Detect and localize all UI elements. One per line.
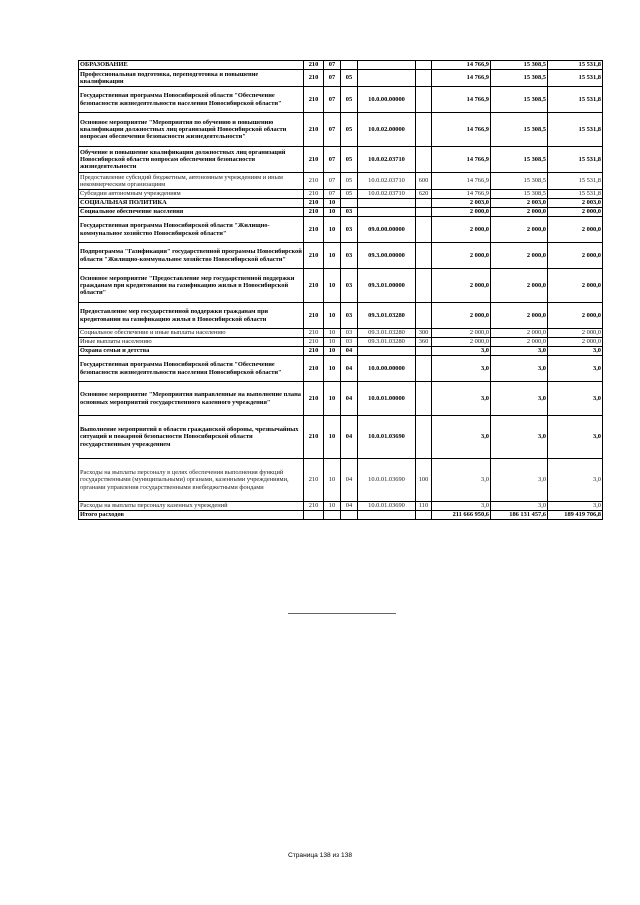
row-subsection-code [341, 511, 358, 520]
row-target-article: 10.0.01.03690 [358, 502, 416, 511]
row-amount-year1: 2 000,0 [432, 217, 491, 243]
row-expense-type [416, 217, 432, 243]
row-target-article [358, 199, 416, 208]
row-amount-year1: 2 000,0 [432, 243, 491, 269]
row-target-article: 09.3.01.03280 [358, 329, 416, 338]
table-row [79, 416, 603, 459]
row-subsection-code: 04 [341, 356, 358, 382]
row-name: Итого расходов [79, 511, 304, 520]
row-amount-year2: 15 308,5 [491, 87, 548, 113]
row-expense-type [416, 416, 432, 459]
table-row [79, 217, 603, 243]
row-amount-year1: 2 000,0 [432, 338, 491, 347]
row-ved-code: 210 [304, 329, 324, 338]
row-amount-year1: 2 003,0 [432, 199, 491, 208]
row-ved-code: 210 [304, 173, 324, 190]
row-amount-year2: 2 000,0 [491, 338, 548, 347]
row-amount-year2: 2 000,0 [491, 269, 548, 303]
row-subsection-code: 03 [341, 208, 358, 217]
row-amount-year1: 3,0 [432, 347, 491, 356]
row-expense-type [416, 87, 432, 113]
row-amount-year3: 3,0 [548, 416, 603, 459]
row-name: Обучение и повышение квалификации должностных лиц организаций Новосибирской области вопросам обеспечения безопасности жизнедеятельности [79, 147, 304, 173]
row-amount-year2: 3,0 [491, 356, 548, 382]
row-amount-year1: 2 000,0 [432, 269, 491, 303]
row-name: Охрана семьи и детства [79, 347, 304, 356]
row-ved-code: 210 [304, 269, 324, 303]
row-amount-year2: 3,0 [491, 416, 548, 459]
row-subsection-code: 04 [341, 347, 358, 356]
row-subsection-code: 05 [341, 87, 358, 113]
row-amount-year1: 14 766,9 [432, 87, 491, 113]
row-ved-code: 210 [304, 190, 324, 199]
row-section-code: 07 [324, 87, 341, 113]
row-ved-code: 210 [304, 347, 324, 356]
row-amount-year2: 2 000,0 [491, 303, 548, 329]
table-row [79, 199, 603, 208]
row-amount-year3: 2 003,0 [548, 199, 603, 208]
row-amount-year2: 3,0 [491, 382, 548, 416]
row-name: Предоставление мер государственной поддержки гражданам при кредитовании на газификацию жилья в Новосибирской области [79, 303, 304, 329]
row-amount-year1: 3,0 [432, 356, 491, 382]
row-amount-year3: 3,0 [548, 459, 603, 502]
row-subsection-code: 03 [341, 329, 358, 338]
row-amount-year1: 14 766,9 [432, 70, 491, 87]
row-name: Иные выплаты населению [79, 338, 304, 347]
row-section-code: 10 [324, 459, 341, 502]
row-section-code: 10 [324, 208, 341, 217]
row-subsection-code: 03 [341, 217, 358, 243]
table-row [79, 87, 603, 113]
row-section-code: 10 [324, 199, 341, 208]
row-section-code: 10 [324, 269, 341, 303]
row-amount-year2: 2 000,0 [491, 208, 548, 217]
row-amount-year1: 14 766,9 [432, 173, 491, 190]
row-section-code [324, 511, 341, 520]
row-ved-code: 210 [304, 199, 324, 208]
row-amount-year3: 2 000,0 [548, 329, 603, 338]
row-target-article: 10.0.01.00000 [358, 382, 416, 416]
row-amount-year1: 2 000,0 [432, 303, 491, 329]
row-name: Расходы на выплаты персоналу в целях обеспечения выполнения функций государственными (муниципальными) органами, казенными учреждениями, органами управления государственными внебюджетными фондами [79, 459, 304, 502]
row-ved-code: 210 [304, 87, 324, 113]
table-row [79, 147, 603, 173]
row-subsection-code: 04 [341, 416, 358, 459]
row-target-article: 10.0.02.03710 [358, 190, 416, 199]
row-amount-year1: 14 766,9 [432, 61, 491, 70]
table-row [79, 190, 603, 199]
row-amount-year1: 2 000,0 [432, 329, 491, 338]
row-amount-year3: 2 000,0 [548, 208, 603, 217]
row-amount-year2: 2 000,0 [491, 243, 548, 269]
row-amount-year3: 2 000,0 [548, 217, 603, 243]
row-section-code: 10 [324, 303, 341, 329]
row-section-code: 10 [324, 382, 341, 416]
row-subsection-code: 05 [341, 190, 358, 199]
row-amount-year1: 211 666 950,6 [432, 511, 491, 520]
row-section-code: 10 [324, 338, 341, 347]
row-name: Основное мероприятие "Мероприятия направленные на выполнение плана основных мероприятий государственного казенного учреждения" [79, 382, 304, 416]
row-target-article: 09.3.01.03280 [358, 338, 416, 347]
row-section-code: 07 [324, 61, 341, 70]
row-section-code: 10 [324, 356, 341, 382]
row-subsection-code: 05 [341, 147, 358, 173]
budget-table [78, 60, 603, 520]
row-name: Субсидии автономным учреждениям [79, 190, 304, 199]
row-expense-type [416, 356, 432, 382]
row-subsection-code: 05 [341, 173, 358, 190]
row-ved-code: 210 [304, 303, 324, 329]
table-row [79, 347, 603, 356]
row-target-article: 10.0.00.00000 [358, 356, 416, 382]
row-expense-type [416, 303, 432, 329]
row-target-article: 09.0.00.00000 [358, 217, 416, 243]
separator-line [288, 613, 396, 614]
table-row [79, 382, 603, 416]
row-ved-code: 210 [304, 217, 324, 243]
row-ved-code [304, 511, 324, 520]
row-ved-code: 210 [304, 147, 324, 173]
row-target-article [358, 208, 416, 217]
table-row [79, 356, 603, 382]
row-expense-type [416, 113, 432, 147]
row-amount-year2: 15 308,5 [491, 70, 548, 87]
table-row [79, 269, 603, 303]
table-row [79, 173, 603, 190]
row-section-code: 07 [324, 70, 341, 87]
row-name: Профессиональная подготовка, переподготовка и повышение квалификации [79, 70, 304, 87]
row-subsection-code: 03 [341, 243, 358, 269]
row-amount-year3: 15 531,8 [548, 147, 603, 173]
row-target-article: 09.3.01.03280 [358, 303, 416, 329]
row-target-article: 10.0.01.03690 [358, 416, 416, 459]
row-ved-code: 210 [304, 113, 324, 147]
table-row [79, 303, 603, 329]
row-amount-year1: 3,0 [432, 416, 491, 459]
row-amount-year3: 15 531,8 [548, 190, 603, 199]
row-expense-type: 100 [416, 459, 432, 502]
row-target-article [358, 347, 416, 356]
row-section-code: 10 [324, 347, 341, 356]
table-row [79, 208, 603, 217]
row-expense-type: 110 [416, 502, 432, 511]
row-subsection-code: 03 [341, 269, 358, 303]
row-name: Основное мероприятие "Предоставление мер государственной поддержки гражданам при кредитовании на газификацию жилья в Новосибирской области" [79, 269, 304, 303]
row-amount-year1: 14 766,9 [432, 190, 491, 199]
row-ved-code: 210 [304, 356, 324, 382]
row-amount-year1: 2 000,0 [432, 208, 491, 217]
row-ved-code: 210 [304, 459, 324, 502]
row-subsection-code: 05 [341, 113, 358, 147]
row-subsection-code: 04 [341, 459, 358, 502]
row-subsection-code: 05 [341, 70, 358, 87]
row-target-article: 10.0.02.00000 [358, 113, 416, 147]
row-amount-year1: 14 766,9 [432, 147, 491, 173]
page-number: Страница 138 из 138 [287, 852, 353, 859]
table-row [79, 61, 603, 70]
row-name: Выполнение мероприятий в области гражданской обороны, чрезвычайных ситуаций и пожарной безопасности Новосибирской области государственным учреждением [79, 416, 304, 459]
row-section-code: 07 [324, 147, 341, 173]
row-ved-code: 210 [304, 338, 324, 347]
table-row [79, 243, 603, 269]
row-subsection-code [341, 61, 358, 70]
table-row [79, 511, 603, 520]
row-ved-code: 210 [304, 61, 324, 70]
row-amount-year3: 15 531,8 [548, 87, 603, 113]
row-target-article: 10.0.02.03710 [358, 147, 416, 173]
row-target-article: 10.0.01.03690 [358, 459, 416, 502]
row-amount-year2: 186 131 457,6 [491, 511, 548, 520]
row-name: Государственная программа Новосибирской области "Обеспечение безопасности жизнедеятельности населения Новосибирской области" [79, 356, 304, 382]
row-subsection-code [341, 199, 358, 208]
row-amount-year3: 15 531,8 [548, 113, 603, 147]
table-row [79, 70, 603, 87]
row-amount-year3: 15 531,8 [548, 173, 603, 190]
row-expense-type: 360 [416, 338, 432, 347]
row-target-article [358, 70, 416, 87]
row-target-article: 09.3.01.00000 [358, 269, 416, 303]
row-amount-year2: 3,0 [491, 502, 548, 511]
row-amount-year2: 3,0 [491, 347, 548, 356]
row-section-code: 07 [324, 173, 341, 190]
row-name: Государственная программа Новосибирской области "Обеспечение безопасности жизнедеятельности населения Новосибирской области" [79, 87, 304, 113]
row-expense-type [416, 243, 432, 269]
row-section-code: 10 [324, 217, 341, 243]
row-ved-code: 210 [304, 382, 324, 416]
row-expense-type: 620 [416, 190, 432, 199]
row-amount-year3: 15 531,8 [548, 61, 603, 70]
row-target-article [358, 61, 416, 70]
row-name: Социальное обеспечение населения [79, 208, 304, 217]
table-row [79, 502, 603, 511]
row-target-article: 10.0.00.00000 [358, 87, 416, 113]
row-name: Государственная программа Новосибирской области "Жилищно-коммунальное хозяйство Новосибирской области" [79, 217, 304, 243]
row-amount-year1: 3,0 [432, 459, 491, 502]
row-expense-type [416, 269, 432, 303]
row-amount-year1: 14 766,9 [432, 113, 491, 147]
table-row [79, 338, 603, 347]
row-amount-year2: 15 308,5 [491, 113, 548, 147]
row-expense-type [416, 208, 432, 217]
row-expense-type [416, 347, 432, 356]
row-name: Расходы на выплаты персоналу казенных учреждений [79, 502, 304, 511]
row-amount-year3: 2 000,0 [548, 269, 603, 303]
table-row [79, 329, 603, 338]
row-expense-type [416, 382, 432, 416]
row-name: ОБРАЗОВАНИЕ [79, 61, 304, 70]
row-amount-year2: 15 308,5 [491, 173, 548, 190]
row-amount-year2: 3,0 [491, 459, 548, 502]
row-section-code: 10 [324, 502, 341, 511]
row-expense-type: 300 [416, 329, 432, 338]
row-expense-type [416, 70, 432, 87]
row-name: СОЦИАЛЬНАЯ ПОЛИТИКА [79, 199, 304, 208]
row-section-code: 07 [324, 190, 341, 199]
row-ved-code: 210 [304, 243, 324, 269]
row-name: Социальное обеспечение и иные выплаты населению [79, 329, 304, 338]
row-amount-year3: 2 000,0 [548, 338, 603, 347]
row-amount-year3: 2 000,0 [548, 243, 603, 269]
table-row [79, 459, 603, 502]
row-amount-year3: 15 531,8 [548, 70, 603, 87]
row-amount-year3: 2 000,0 [548, 303, 603, 329]
row-expense-type [416, 147, 432, 173]
row-name: Предоставление субсидий бюджетным, автономным учреждениям и иным некоммерческим организациям [79, 173, 304, 190]
row-target-article: 10.0.02.03710 [358, 173, 416, 190]
row-name: Основное мероприятие "Мероприятия по обучению и повышению квалификации должностных лиц организаций Новосибирской области вопросам обеспечения безопасности жизнедеятельности" [79, 113, 304, 147]
row-section-code: 10 [324, 416, 341, 459]
row-expense-type: 600 [416, 173, 432, 190]
table-row [79, 113, 603, 147]
row-expense-type [416, 511, 432, 520]
row-ved-code: 210 [304, 208, 324, 217]
row-name: Подпрограмма "Газификация" государственной программы Новосибирской области "Жилищно-коммунальное хозяйство Новосибирской области" [79, 243, 304, 269]
row-amount-year2: 15 308,5 [491, 147, 548, 173]
row-amount-year2: 2 003,0 [491, 199, 548, 208]
row-amount-year3: 3,0 [548, 502, 603, 511]
row-section-code: 10 [324, 243, 341, 269]
row-ved-code: 210 [304, 416, 324, 459]
row-expense-type [416, 199, 432, 208]
row-amount-year3: 3,0 [548, 382, 603, 416]
row-amount-year1: 3,0 [432, 502, 491, 511]
row-amount-year2: 2 000,0 [491, 329, 548, 338]
row-amount-year2: 15 308,5 [491, 61, 548, 70]
row-subsection-code: 04 [341, 382, 358, 416]
row-subsection-code: 04 [341, 502, 358, 511]
row-section-code: 10 [324, 329, 341, 338]
row-subsection-code: 03 [341, 338, 358, 347]
row-amount-year1: 3,0 [432, 382, 491, 416]
row-subsection-code: 03 [341, 303, 358, 329]
row-amount-year3: 189 419 706,8 [548, 511, 603, 520]
table-body [79, 61, 603, 520]
row-amount-year3: 3,0 [548, 347, 603, 356]
row-amount-year3: 3,0 [548, 356, 603, 382]
row-ved-code: 210 [304, 70, 324, 87]
row-section-code: 07 [324, 113, 341, 147]
row-target-article [358, 511, 416, 520]
row-expense-type [416, 61, 432, 70]
row-ved-code: 210 [304, 502, 324, 511]
row-amount-year2: 2 000,0 [491, 217, 548, 243]
row-amount-year2: 15 308,5 [491, 190, 548, 199]
row-target-article: 09.3.00.00000 [358, 243, 416, 269]
